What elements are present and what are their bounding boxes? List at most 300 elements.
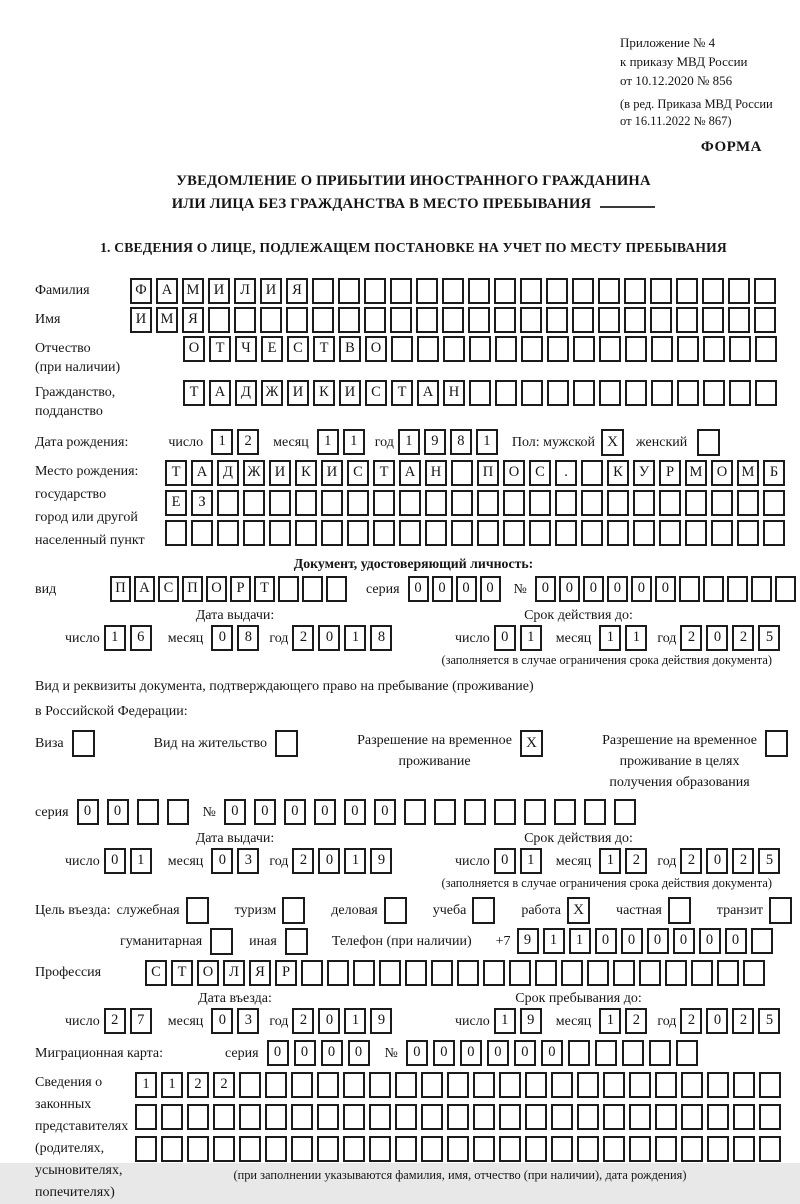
char-box[interactable]: 0 (77, 799, 99, 825)
char-box[interactable]: 0 (706, 848, 728, 874)
char-box[interactable] (529, 520, 551, 546)
char-box[interactable]: 0 (318, 1008, 340, 1034)
char-box[interactable]: В (339, 336, 361, 362)
char-box[interactable]: 0 (595, 928, 617, 954)
char-box[interactable]: 2 (680, 1008, 702, 1034)
char-box[interactable]: А (399, 460, 421, 486)
char-box[interactable]: 1 (343, 429, 365, 455)
char-box[interactable] (737, 490, 759, 516)
char-box[interactable]: 0 (406, 1040, 428, 1066)
char-box[interactable] (573, 336, 595, 362)
char-box[interactable] (312, 278, 334, 304)
char-box[interactable]: 8 (450, 429, 472, 455)
char-box[interactable]: 5 (758, 625, 780, 651)
char-box[interactable] (650, 307, 672, 333)
char-box[interactable] (555, 490, 577, 516)
char-box[interactable]: 2 (732, 848, 754, 874)
char-box[interactable] (581, 520, 603, 546)
char-box[interactable] (677, 380, 699, 406)
char-box[interactable] (373, 490, 395, 516)
char-box[interactable] (338, 307, 360, 333)
char-box[interactable] (624, 307, 646, 333)
char-box[interactable] (598, 278, 620, 304)
char-box[interactable] (421, 1104, 443, 1130)
char-box[interactable]: 1 (135, 1072, 157, 1098)
char-box[interactable] (651, 336, 673, 362)
char-box[interactable]: М (737, 460, 759, 486)
char-box[interactable]: О (365, 336, 387, 362)
char-box[interactable] (737, 520, 759, 546)
char-box[interactable] (265, 1136, 287, 1162)
char-box[interactable]: 0 (631, 576, 652, 602)
char-box[interactable] (312, 307, 334, 333)
char-box[interactable]: 9 (520, 1008, 542, 1034)
char-box[interactable] (685, 490, 707, 516)
char-box[interactable] (551, 1136, 573, 1162)
char-box[interactable] (447, 1072, 469, 1098)
char-box[interactable] (326, 576, 347, 602)
char-box[interactable] (555, 520, 577, 546)
char-box[interactable]: . (555, 460, 577, 486)
char-box[interactable]: 0 (211, 1008, 233, 1034)
char-box[interactable] (561, 960, 583, 986)
char-box[interactable]: 0 (706, 1008, 728, 1034)
char-box[interactable] (217, 520, 239, 546)
char-box[interactable] (416, 307, 438, 333)
char-box[interactable]: И (260, 278, 282, 304)
purpose-humanitarian-checkbox[interactable] (210, 928, 233, 955)
char-box[interactable] (443, 336, 465, 362)
char-box[interactable] (625, 336, 647, 362)
temp-residence-checkbox[interactable]: X (520, 730, 543, 757)
char-box[interactable]: 0 (408, 576, 429, 602)
char-box[interactable]: Т (391, 380, 413, 406)
char-box[interactable] (728, 307, 750, 333)
char-box[interactable]: 9 (370, 848, 392, 874)
char-box[interactable] (269, 520, 291, 546)
char-box[interactable] (711, 490, 733, 516)
char-box[interactable]: 0 (583, 576, 604, 602)
char-box[interactable]: О (503, 460, 525, 486)
char-box[interactable] (327, 960, 349, 986)
char-box[interactable] (135, 1136, 157, 1162)
char-box[interactable]: 1 (476, 429, 498, 455)
char-box[interactable]: 0 (374, 799, 396, 825)
char-box[interactable] (681, 1104, 703, 1130)
char-box[interactable] (703, 576, 724, 602)
char-box[interactable] (477, 490, 499, 516)
char-box[interactable] (659, 520, 681, 546)
char-box[interactable]: 2 (625, 1008, 647, 1034)
char-box[interactable]: 1 (211, 429, 233, 455)
char-box[interactable] (659, 490, 681, 516)
male-checkbox[interactable]: X (601, 429, 624, 456)
char-box[interactable]: 0 (107, 799, 129, 825)
char-box[interactable]: 2 (292, 848, 314, 874)
char-box[interactable] (494, 307, 516, 333)
char-box[interactable]: Т (209, 336, 231, 362)
char-box[interactable]: М (685, 460, 707, 486)
char-box[interactable]: С (347, 460, 369, 486)
char-box[interactable] (464, 799, 486, 825)
char-box[interactable]: М (182, 278, 204, 304)
char-box[interactable] (614, 799, 636, 825)
char-box[interactable]: И (339, 380, 361, 406)
char-box[interactable]: 9 (424, 429, 446, 455)
char-box[interactable]: Л (223, 960, 245, 986)
char-box[interactable] (343, 1104, 365, 1130)
char-box[interactable] (379, 960, 401, 986)
char-box[interactable] (442, 278, 464, 304)
char-box[interactable]: 0 (318, 848, 340, 874)
char-box[interactable] (416, 278, 438, 304)
char-box[interactable] (603, 1104, 625, 1130)
char-box[interactable] (457, 960, 479, 986)
char-box[interactable] (404, 799, 426, 825)
char-box[interactable] (607, 490, 629, 516)
char-box[interactable] (629, 1136, 651, 1162)
char-box[interactable]: 0 (494, 625, 516, 651)
char-box[interactable]: Д (217, 460, 239, 486)
char-box[interactable]: 1 (625, 625, 647, 651)
char-box[interactable] (243, 520, 265, 546)
char-box[interactable]: 0 (344, 799, 366, 825)
char-box[interactable] (599, 380, 621, 406)
char-box[interactable] (243, 490, 265, 516)
char-box[interactable] (369, 1104, 391, 1130)
char-box[interactable]: Т (254, 576, 275, 602)
char-box[interactable] (286, 307, 308, 333)
char-box[interactable] (707, 1104, 729, 1130)
char-box[interactable]: 0 (655, 576, 676, 602)
char-box[interactable] (625, 380, 647, 406)
char-box[interactable]: П (110, 576, 131, 602)
char-box[interactable] (755, 380, 777, 406)
char-box[interactable] (239, 1072, 261, 1098)
char-box[interactable]: Р (275, 960, 297, 986)
char-box[interactable] (520, 307, 542, 333)
char-box[interactable] (395, 1104, 417, 1130)
char-box[interactable] (447, 1104, 469, 1130)
char-box[interactable]: С (145, 960, 167, 986)
char-box[interactable] (595, 1040, 617, 1066)
char-box[interactable] (577, 1104, 599, 1130)
char-box[interactable] (677, 336, 699, 362)
char-box[interactable]: 0 (541, 1040, 563, 1066)
char-box[interactable] (399, 520, 421, 546)
char-box[interactable] (395, 1136, 417, 1162)
char-box[interactable] (425, 520, 447, 546)
char-box[interactable] (572, 278, 594, 304)
char-box[interactable] (369, 1072, 391, 1098)
char-box[interactable] (208, 307, 230, 333)
char-box[interactable] (477, 520, 499, 546)
char-box[interactable]: 2 (187, 1072, 209, 1098)
char-box[interactable] (291, 1072, 313, 1098)
char-box[interactable] (577, 1072, 599, 1098)
char-box[interactable]: 0 (224, 799, 246, 825)
char-box[interactable]: 0 (284, 799, 306, 825)
char-box[interactable] (239, 1136, 261, 1162)
char-box[interactable] (573, 380, 595, 406)
char-box[interactable]: Н (443, 380, 465, 406)
char-box[interactable] (494, 278, 516, 304)
char-box[interactable]: И (269, 460, 291, 486)
char-box[interactable] (321, 490, 343, 516)
char-box[interactable] (759, 1072, 781, 1098)
char-box[interactable] (468, 278, 490, 304)
char-box[interactable] (651, 380, 673, 406)
char-box[interactable]: 2 (732, 625, 754, 651)
char-box[interactable] (775, 576, 796, 602)
char-box[interactable]: 0 (559, 576, 580, 602)
char-box[interactable] (265, 1072, 287, 1098)
char-box[interactable] (135, 1104, 157, 1130)
char-box[interactable]: 8 (370, 625, 392, 651)
char-box[interactable] (469, 380, 491, 406)
char-box[interactable]: 0 (706, 625, 728, 651)
char-box[interactable] (390, 278, 412, 304)
char-box[interactable]: 3 (237, 848, 259, 874)
char-box[interactable]: С (365, 380, 387, 406)
char-box[interactable]: 0 (607, 576, 628, 602)
char-box[interactable] (495, 380, 517, 406)
char-box[interactable] (165, 520, 187, 546)
char-box[interactable] (187, 1136, 209, 1162)
char-box[interactable]: 9 (517, 928, 539, 954)
char-box[interactable]: Б (763, 460, 785, 486)
char-box[interactable] (399, 490, 421, 516)
char-box[interactable] (291, 1104, 313, 1130)
char-box[interactable]: 1 (104, 625, 126, 651)
char-box[interactable]: Т (313, 336, 335, 362)
char-box[interactable] (434, 799, 456, 825)
char-box[interactable] (554, 799, 576, 825)
char-box[interactable] (347, 490, 369, 516)
char-box[interactable] (442, 307, 464, 333)
char-box[interactable] (529, 490, 551, 516)
char-box[interactable] (473, 1136, 495, 1162)
char-box[interactable]: 2 (104, 1008, 126, 1034)
char-box[interactable] (499, 1136, 521, 1162)
char-box[interactable] (301, 960, 323, 986)
char-box[interactable]: А (191, 460, 213, 486)
char-box[interactable]: 0 (480, 576, 501, 602)
char-box[interactable] (390, 307, 412, 333)
char-box[interactable]: 0 (254, 799, 276, 825)
char-box[interactable] (587, 960, 609, 986)
char-box[interactable] (317, 1104, 339, 1130)
char-box[interactable]: 2 (292, 1008, 314, 1034)
char-box[interactable]: 0 (294, 1040, 316, 1066)
char-box[interactable]: 1 (317, 429, 339, 455)
char-box[interactable] (733, 1104, 755, 1130)
char-box[interactable]: 1 (569, 928, 591, 954)
char-box[interactable] (676, 307, 698, 333)
char-box[interactable]: 0 (647, 928, 669, 954)
char-box[interactable] (524, 799, 546, 825)
char-box[interactable]: Я (249, 960, 271, 986)
char-box[interactable]: 0 (314, 799, 336, 825)
char-box[interactable] (633, 520, 655, 546)
char-box[interactable] (353, 960, 375, 986)
char-box[interactable] (607, 520, 629, 546)
char-box[interactable] (685, 520, 707, 546)
char-box[interactable] (603, 1072, 625, 1098)
char-box[interactable]: 0 (211, 625, 233, 651)
char-box[interactable] (754, 278, 776, 304)
char-box[interactable] (405, 960, 427, 986)
char-box[interactable]: 0 (211, 848, 233, 874)
char-box[interactable]: И (208, 278, 230, 304)
char-box[interactable]: 0 (267, 1040, 289, 1066)
char-box[interactable] (234, 307, 256, 333)
char-box[interactable] (681, 1136, 703, 1162)
char-box[interactable] (469, 336, 491, 362)
char-box[interactable] (655, 1072, 677, 1098)
char-box[interactable]: Н (425, 460, 447, 486)
char-box[interactable]: 0 (535, 576, 556, 602)
char-box[interactable] (707, 1072, 729, 1098)
char-box[interactable] (369, 1136, 391, 1162)
char-box[interactable]: 5 (758, 1008, 780, 1034)
visa-checkbox[interactable] (72, 730, 95, 757)
char-box[interactable] (499, 1072, 521, 1098)
char-box[interactable] (707, 1136, 729, 1162)
char-box[interactable]: Ж (243, 460, 265, 486)
char-box[interactable]: 0 (104, 848, 126, 874)
char-box[interactable] (278, 576, 299, 602)
char-box[interactable]: К (313, 380, 335, 406)
char-box[interactable]: У (633, 460, 655, 486)
char-box[interactable] (447, 1136, 469, 1162)
char-box[interactable]: С (158, 576, 179, 602)
char-box[interactable]: Е (261, 336, 283, 362)
char-box[interactable] (717, 960, 739, 986)
char-box[interactable]: 0 (494, 848, 516, 874)
char-box[interactable]: И (130, 307, 152, 333)
char-box[interactable]: 1 (520, 848, 542, 874)
char-box[interactable]: 0 (321, 1040, 343, 1066)
purpose-business-checkbox[interactable] (186, 897, 209, 924)
char-box[interactable]: 6 (130, 625, 152, 651)
char-box[interactable] (425, 490, 447, 516)
char-box[interactable] (364, 278, 386, 304)
char-box[interactable]: Т (373, 460, 395, 486)
female-checkbox[interactable] (697, 429, 720, 456)
char-box[interactable] (373, 520, 395, 546)
char-box[interactable] (503, 490, 525, 516)
char-box[interactable]: А (134, 576, 155, 602)
char-box[interactable]: П (182, 576, 203, 602)
char-box[interactable] (759, 1136, 781, 1162)
char-box[interactable]: 0 (621, 928, 643, 954)
char-box[interactable] (665, 960, 687, 986)
char-box[interactable] (494, 799, 516, 825)
char-box[interactable]: 1 (344, 848, 366, 874)
purpose-tourism-checkbox[interactable] (282, 897, 305, 924)
purpose-work-checkbox[interactable]: X (567, 897, 590, 924)
char-box[interactable] (321, 520, 343, 546)
char-box[interactable]: 2 (625, 848, 647, 874)
char-box[interactable] (613, 960, 635, 986)
char-box[interactable] (551, 1072, 573, 1098)
char-box[interactable] (269, 490, 291, 516)
char-box[interactable]: 5 (758, 848, 780, 874)
char-box[interactable] (676, 278, 698, 304)
purpose-commercial-checkbox[interactable] (384, 897, 407, 924)
char-box[interactable]: 1 (599, 848, 621, 874)
char-box[interactable] (755, 336, 777, 362)
char-box[interactable] (599, 336, 621, 362)
char-box[interactable]: 0 (318, 625, 340, 651)
char-box[interactable] (483, 960, 505, 986)
char-box[interactable] (503, 520, 525, 546)
char-box[interactable] (763, 490, 785, 516)
char-box[interactable] (581, 490, 603, 516)
char-box[interactable] (603, 1136, 625, 1162)
char-box[interactable] (751, 928, 773, 954)
char-box[interactable]: 1 (599, 1008, 621, 1034)
char-box[interactable] (302, 576, 323, 602)
char-box[interactable] (711, 520, 733, 546)
char-box[interactable] (598, 307, 620, 333)
char-box[interactable] (317, 1072, 339, 1098)
char-box[interactable] (743, 960, 765, 986)
char-box[interactable]: 0 (432, 576, 453, 602)
char-box[interactable] (191, 520, 213, 546)
char-box[interactable] (525, 1136, 547, 1162)
char-box[interactable]: К (295, 460, 317, 486)
char-box[interactable]: З (191, 490, 213, 516)
char-box[interactable] (421, 1072, 443, 1098)
char-box[interactable] (260, 307, 282, 333)
char-box[interactable]: О (206, 576, 227, 602)
char-box[interactable]: 2 (680, 848, 702, 874)
residence-permit-checkbox[interactable] (275, 730, 298, 757)
char-box[interactable]: 0 (514, 1040, 536, 1066)
char-box[interactable] (639, 960, 661, 986)
char-box[interactable]: Ж (261, 380, 283, 406)
char-box[interactable] (525, 1104, 547, 1130)
char-box[interactable] (649, 1040, 671, 1066)
char-box[interactable] (265, 1104, 287, 1130)
char-box[interactable]: Я (286, 278, 308, 304)
purpose-transit-checkbox[interactable] (769, 897, 792, 924)
char-box[interactable]: О (711, 460, 733, 486)
char-box[interactable] (495, 336, 517, 362)
char-box[interactable]: С (287, 336, 309, 362)
char-box[interactable] (727, 576, 748, 602)
char-box[interactable]: Я (182, 307, 204, 333)
char-box[interactable] (468, 307, 490, 333)
char-box[interactable] (546, 278, 568, 304)
char-box[interactable]: 2 (732, 1008, 754, 1034)
char-box[interactable] (568, 1040, 590, 1066)
char-box[interactable] (629, 1072, 651, 1098)
char-box[interactable] (451, 460, 473, 486)
char-box[interactable] (622, 1040, 644, 1066)
char-box[interactable]: Р (230, 576, 251, 602)
char-box[interactable] (728, 278, 750, 304)
char-box[interactable]: 0 (460, 1040, 482, 1066)
char-box[interactable]: 1 (344, 1008, 366, 1034)
char-box[interactable] (213, 1104, 235, 1130)
char-box[interactable] (681, 1072, 703, 1098)
char-box[interactable]: 0 (487, 1040, 509, 1066)
char-box[interactable] (754, 307, 776, 333)
char-box[interactable] (395, 1072, 417, 1098)
